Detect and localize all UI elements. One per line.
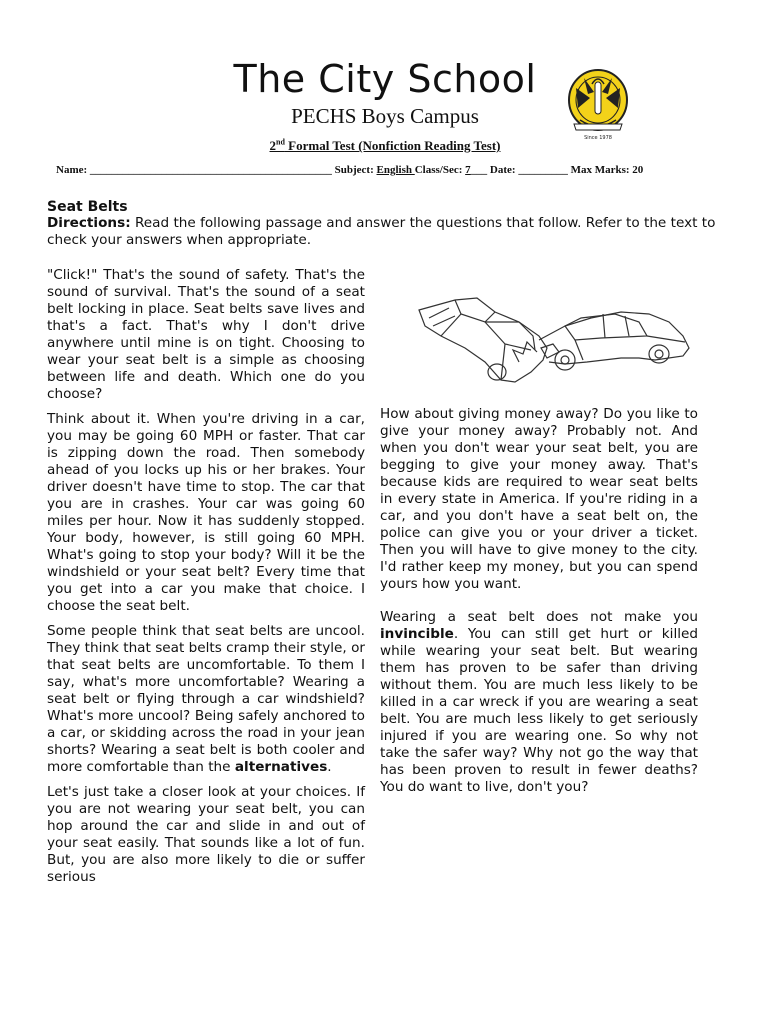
directions-label: Directions: bbox=[47, 215, 131, 231]
class-blank[interactable]: ___ bbox=[470, 164, 488, 176]
car-crash-illustration bbox=[415, 292, 695, 388]
subject-value: English bbox=[376, 164, 415, 176]
section-title: Seat Belts bbox=[47, 199, 128, 215]
date-field[interactable]: _________ bbox=[518, 164, 568, 176]
directions-text: Read the following passage and answer the questions that follow. Refer to the text to check your answers when appropriate. bbox=[47, 215, 716, 248]
test-title bbox=[200, 134, 570, 155]
passage-left-column bbox=[47, 267, 365, 894]
campus-name: PECHS Boys Campus bbox=[291, 104, 479, 128]
test-ordinal-suffix: nd bbox=[276, 138, 285, 147]
passage-paragraph-3 bbox=[47, 623, 365, 776]
paragraph-3-end: . bbox=[327, 759, 332, 775]
paragraph-6-text: Wearing a seat belt does not make you bbox=[380, 609, 698, 625]
school-name: The City School bbox=[233, 57, 537, 101]
directions bbox=[47, 215, 729, 249]
subject-label: Subject: bbox=[331, 164, 377, 176]
test-title-text: Formal Test (Nonfiction Reading Test) bbox=[284, 138, 501, 154]
passage-paragraph-4: Let's just take a closer look at your choices. If you are not wearing your seat belt, you can hop around the car and slide in and out of your seat easily. That sounds like a lot of fun. But, you are also more likely to die or suffer serious bbox=[47, 784, 365, 885]
passage-paragraph-5: How about giving money away? Do you like to give your money away? Probably not. And when you don't wear your seat belt, you are begging to give your money away. That's because kids are required to wear seat belts in every state in America. If you're riding in a car, and you don't have a seat belt on, the police can give you or your driver a ticket. Then you will have to give money to the city. I'd rather keep my money, but you can spend yours how you want. bbox=[380, 406, 698, 592]
class-value: 7 bbox=[465, 164, 471, 176]
passage-paragraph-6 bbox=[380, 609, 698, 796]
test-ordinal-number: 2 bbox=[269, 138, 276, 154]
school-logo-icon bbox=[566, 68, 630, 142]
max-marks: Max Marks: 20 bbox=[567, 164, 644, 176]
student-info-line bbox=[56, 162, 756, 178]
date-label: Date: bbox=[487, 164, 519, 176]
vocab-word-alternatives: alternatives bbox=[234, 759, 328, 775]
passage-paragraph-1: "Click!" That's the sound of safety. That's the sound of survival. That's the sound of a seat belt locking in place. Seat belts save lives and that's a fact. That's why I don't drive anywhere until mine is on tight. Choosing to wear your seat belt is a simple as choosing between life and death. Which one do you choose? bbox=[47, 267, 365, 402]
class-label: Class/Sec: bbox=[414, 164, 466, 176]
passage-paragraph-2: Think about it. When you're driving in a car, you may be going 60 MPH or faster. That car is zipping down the road. Then somebody ahead of you locks up his or her brakes. Your driver doesn't have time to stop. The car that you are in crashes. Your car was going 60 miles per hour. Now it has suddenly stopped. Your body, however, is still going 60 MPH. What's going to stop your body? Will it be the windshield or your seat belt? Every time that you get into a car you make that choice. I choose the seat belt. bbox=[47, 411, 365, 614]
logo-caption: Since 1978 bbox=[584, 135, 612, 141]
paragraph-6-end: . You can still get hurt or killed while wearing your seat belt. But wearing them has proven to be safer than driving without them. You are much less likely to be killed in a car wreck if you are wearing a seat belt. You are much less likely to get seriously injured if you are wearing one. So why not take the safer way? Why not go the way that has been proven to result in fewer deaths? You do want to live, don't you? bbox=[380, 626, 698, 795]
passage-right-column bbox=[380, 406, 698, 812]
paragraph-3-text: Some people think that seat belts are uncool. They think that seat belts cramp their style, or that seat belts are uncomfortable. To them I say, what's more uncomfortable? Wearing a seat belt or flying through a car windshield? What's more uncool? Being safely anchored to a car, or skidding across the road in your jean shorts? Wearing a seat belt is both cooler and more comfortable than the bbox=[47, 623, 365, 775]
name-label: Name: bbox=[56, 164, 90, 176]
name-field[interactable]: ____________________________________________ bbox=[89, 164, 332, 176]
vocab-word-invincible: invincible bbox=[380, 626, 454, 642]
